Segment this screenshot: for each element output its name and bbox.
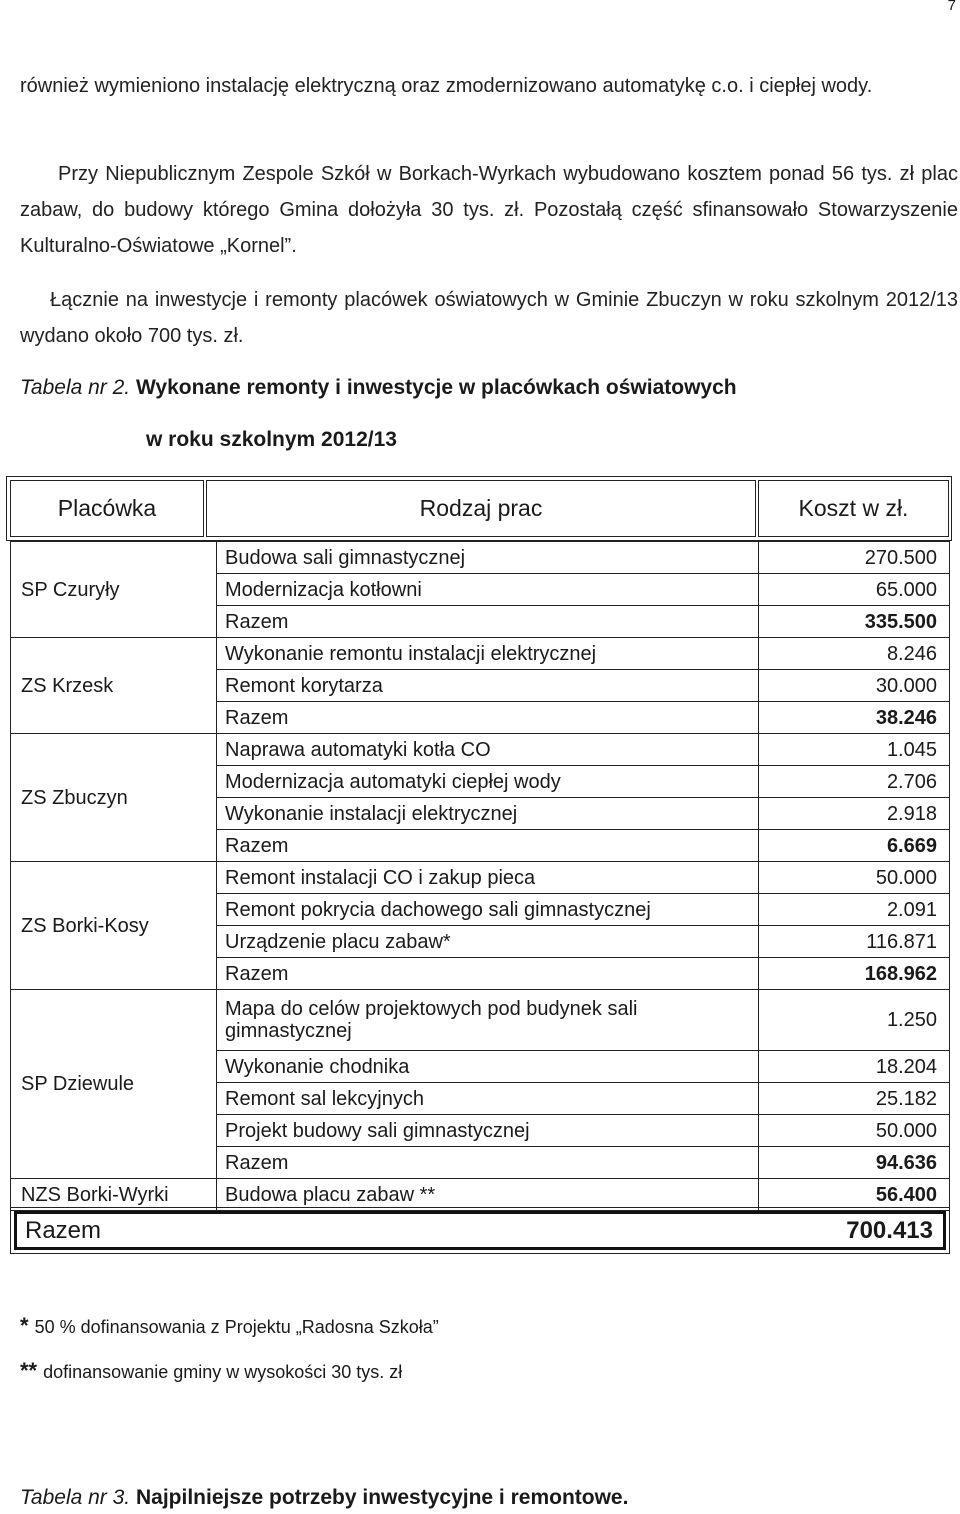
table-row [11,734,950,766]
cost-cell: 50.000 [759,862,950,894]
subtotal-cost-cell: 56.400 [759,1179,950,1211]
footnote-2-text: dofinansowanie gminy w wysokości 30 tys. zł [43,1362,403,1382]
grand-total-row [10,1207,950,1254]
work-cell: Mapa do celów projektowych pod budynek sali gimnastycznej [217,990,759,1051]
work-cell: Budowa sali gimnastycznej [217,542,759,574]
cost-cell: 116.871 [759,926,950,958]
cost-cell: 25.182 [759,1083,950,1115]
subtotal-cost-cell: 6.669 [759,830,950,862]
subtotal-cost-cell: 335.500 [759,606,950,638]
table-row [11,638,950,670]
subtotal-label-cell: Razem [217,606,759,638]
subtotal-label-cell: Razem [217,958,759,990]
table-row [11,1179,950,1211]
work-cell: Remont instalacji CO i zakup pieca [217,862,759,894]
table-3-title: Najpilniejsze potrzeby inwestycyjne i remontowe. [135,1486,629,1509]
subtotal-cost-cell: 94.636 [759,1147,950,1179]
work-cell: Naprawa automatyki kotła CO [217,734,759,766]
grand-total-value: 700.413 [846,1216,933,1244]
subtotal-label-cell: Razem [217,830,759,862]
table-2-label: Tabela nr 2. [20,376,131,399]
subtotal-label-cell: Budowa placu zabaw ** [217,1179,759,1211]
cost-cell: 8.246 [759,638,950,670]
header-cost: Koszt w zł. [758,480,949,537]
table-2-title: Wykonane remonty i inwestycje w placówkach oświatowych [135,376,737,399]
footnote-1 [20,1313,439,1339]
cost-cell: 65.000 [759,574,950,606]
work-cell: Remont pokrycia dachowego sali gimnastycznej [217,894,759,926]
place-cell: SP Czuryły [11,542,217,638]
table-row [11,990,950,1051]
cost-cell: 1.045 [759,734,950,766]
table-3-label: Tabela nr 3. [20,1486,131,1509]
work-cell: Wykonanie chodnika [217,1051,759,1083]
cost-cell: 2.091 [759,894,950,926]
cost-cell: 2.918 [759,798,950,830]
place-cell: ZS Zbuczyn [11,734,217,862]
place-cell: ZS Krzesk [11,638,217,734]
work-cell: Modernizacja kotłowni [217,574,759,606]
footnote-2-marker: ** [20,1358,38,1383]
subtotal-label-cell: Razem [217,702,759,734]
subtotal-label-cell: Razem [217,1147,759,1179]
cost-cell: 2.706 [759,766,950,798]
subtotal-cost-cell: 168.962 [759,958,950,990]
work-cell: Wykonanie instalacji elektrycznej [217,798,759,830]
place-cell: ZS Borki-Kosy [11,862,217,990]
cost-cell: 30.000 [759,670,950,702]
page-number: 7 [947,0,956,14]
table-row [11,862,950,894]
work-cell: Urządzenie placu zabaw* [217,926,759,958]
table-row [11,542,950,574]
work-cell: Wykonanie remontu instalacji elektrycznej [217,638,759,670]
cost-cell: 1.250 [759,990,950,1051]
table-2-caption [20,376,737,400]
work-cell: Remont korytarza [217,670,759,702]
footnote-1-text: 50 % dofinansowania z Projektu „Radosna Szkoła” [34,1317,439,1337]
subtotal-cost-cell: 38.246 [759,702,950,734]
header-place: Placówka [10,480,204,537]
paragraph-2: Przy Niepublicznym Zespole Szkół w Borkach-Wyrkach wybudowano kosztem ponad 56 tys. zł plac zabaw, do budowy którego Gmina dołożyła 30 tys. zł. Pozostałą część sfinansowało Stowarzyszenie Kulturalno-Oświatowe „Kornel”. [20,163,958,257]
paragraph-3: Łącznie na inwestycje i remonty placówek oświatowych w Gminie Zbuczyn w roku szkolnym 2012/13 wydano około 700 tys. zł. [20,289,958,347]
table-3-caption [20,1486,628,1510]
cost-cell: 50.000 [759,1115,950,1147]
table-header [6,476,952,541]
work-cell: Projekt budowy sali gimnastycznej [217,1115,759,1147]
work-cell: Modernizacja automatyki ciepłej wody [217,766,759,798]
work-cell: Remont sal lekcyjnych [217,1083,759,1115]
place-cell: SP Dziewule [11,990,217,1179]
grand-total-label: Razem [25,1216,102,1244]
cost-cell: 18.204 [759,1051,950,1083]
cost-cell: 270.500 [759,542,950,574]
expenses-table [10,541,950,1211]
footnote-1-marker: * [20,1313,29,1338]
table-2-subtitle: w roku szkolnym 2012/13 [146,428,397,451]
footnote-2 [20,1358,402,1384]
paragraph-1: również wymieniono instalację elektryczną oraz zmodernizowano automatykę c.o. i ciepłej wody. [20,75,873,97]
header-work: Rodzaj prac [206,480,756,537]
place-cell: NZS Borki-Wyrki [11,1179,217,1211]
